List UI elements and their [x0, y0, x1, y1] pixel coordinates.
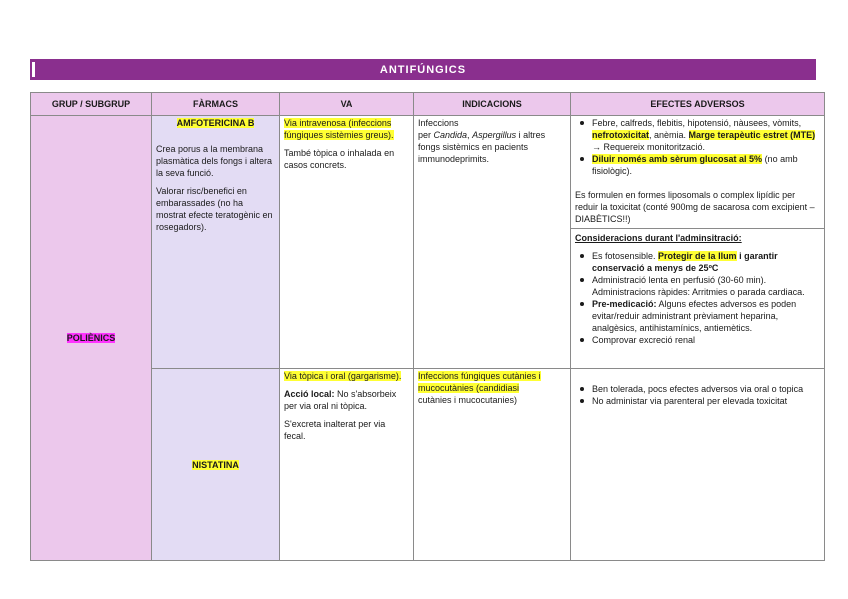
header-route: VA: [280, 93, 414, 116]
group-label: POLIÈNICS: [66, 333, 116, 343]
indications-cell-amfotericina: [414, 116, 571, 369]
list-item: Comprovar excreció renal: [592, 334, 820, 346]
title-bar: [30, 59, 816, 80]
route-highlight: Via tòpica i oral (gargarisme).: [284, 371, 402, 381]
effects-cell-nistatina: [571, 369, 825, 561]
administration-section: [571, 228, 824, 346]
group-cell: [31, 116, 152, 561]
list-item: Diluir només amb sèrum glucosat al 5% (no amb fisiològic).: [592, 153, 820, 177]
drug-name-amfotericina: AMFOTERICINA B: [176, 118, 255, 128]
header-row: [31, 93, 825, 116]
page-title: ANTIFÚNGICS: [379, 63, 467, 76]
indication-text: cutànies i mucocutanies): [418, 395, 518, 405]
indication-text: per Candida, Aspergillus i altres fongs sistèmics en pacients immunodeprimits.: [418, 130, 546, 164]
list-item: Es fotosensible. Protegir de la llum i garantir conservació a menys de 25ºC: [592, 250, 820, 274]
list-item: Febre, calfreds, flebitis, hipotensió, nàusees, vòmits, nefrotoxicitat, anèmia. Marge terapèutic estret (MTE) → Requereix monitorització.: [592, 117, 820, 153]
list-item: Ben tolerada, pocs efectes adversos via oral o topica: [592, 383, 820, 395]
header-indications: INDICACIONS: [414, 93, 571, 116]
list-item: Administració lenta en perfusió (30-60 min). Administracions ràpides: Arritmies o parada cardiaca.: [592, 274, 820, 298]
header-adverse-effects: EFECTES ADVERSOS: [571, 93, 825, 116]
antifungal-table: [30, 92, 825, 561]
indication-line: Infeccions: [418, 118, 459, 128]
route-text: També tòpica o inhalada en casos concrets.: [284, 148, 395, 170]
administration-title: Consideracions durant l'adminsitració:: [575, 233, 742, 243]
table-row: [31, 116, 825, 369]
title-bar-marker: [32, 62, 35, 77]
drug-cell-nistatina: [152, 369, 280, 561]
header-drugs: FÀRMACS: [152, 93, 280, 116]
effects-cell-amfotericina: [571, 116, 825, 369]
drug-warning: Valorar risc/benefici en embarassades (no ha mostrat efecte teratogènic en rosegadors).: [156, 186, 273, 232]
drug-description: Crea porus a la membrana plasmàtica dels fongs i altera la seva funció.: [156, 144, 273, 178]
indication-highlight: Infeccions fúngiques cutànies i mucocutànies (candidiasi: [418, 371, 541, 393]
list-item: No administar via parenteral per elevada toxicitat: [592, 395, 820, 407]
indications-cell-nistatina: [414, 369, 571, 561]
header-group: GRUP / SUBGRUP: [31, 93, 152, 116]
drug-cell-amfotericina: [152, 116, 280, 369]
list-item: Pre-medicació: Alguns efectes adversos es poden evitar/reduir administrant prèviament heparina, analgèsics, antihistamínics, antiemètics.: [592, 298, 820, 334]
route-cell-nistatina: [280, 369, 414, 561]
route-cell-amfotericina: [280, 116, 414, 369]
formulation-note: Es formulen en formes liposomals o complex lipídic per reduir la toxicitat (conté 900mg de sacarosa com excipient – DIABÈTICS!!): [575, 190, 815, 224]
route-text: Acció local: No s'absorbeix per via oral ni tòpica.: [284, 389, 397, 411]
drug-name-nistatina: NISTATINA: [192, 459, 239, 470]
route-highlight: Via intravenosa (infeccions fúngiques sistèmies greus).: [284, 118, 394, 140]
route-text: S'excreta inalterat per via fecal.: [284, 419, 386, 441]
